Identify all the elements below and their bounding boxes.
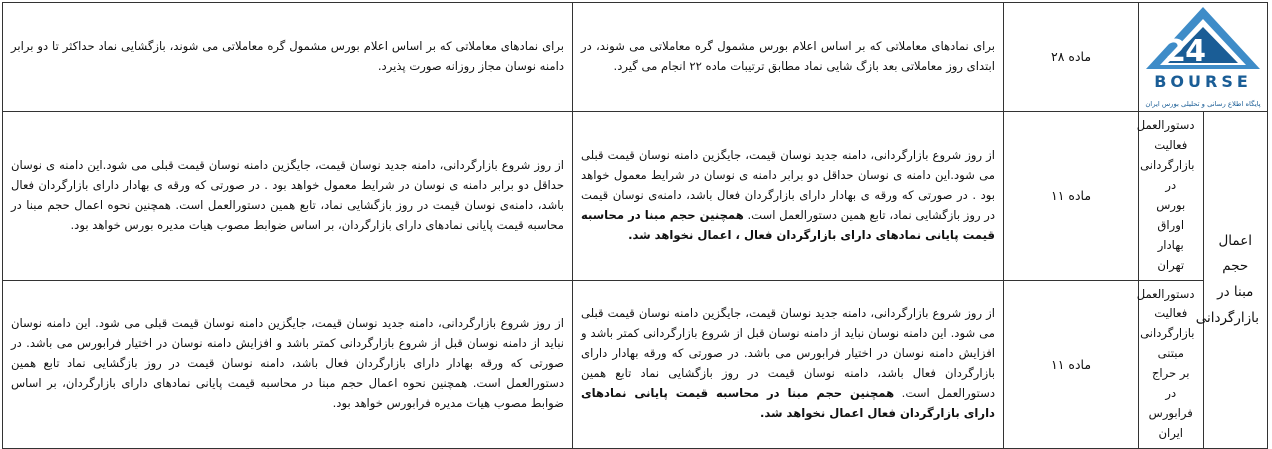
- logo-cell: [1139, 3, 1268, 112]
- instruction-cell: [1136, 112, 1204, 281]
- old-text-bold: همچنین حجم مبنا در محاسبه قیمت پایانی نمادهای دارای بازارگردان فعال ، اعمال نخواهد شد.: [581, 207, 995, 242]
- logo-wordmark: BOURSE: [1154, 72, 1252, 92]
- logo-subtitle: پایگاه اطلاع رسانی و تحلیلی بورس ایران: [1145, 99, 1261, 108]
- instruction-cell: [1136, 280, 1204, 449]
- bourse-logo: [1139, 3, 1267, 111]
- table-row: [3, 280, 1268, 449]
- category-cell: اعمال حجم مبنا در بازارگردانی: [1203, 112, 1268, 449]
- old-text-bold: همچنین حجم مبنا در محاسبه قیمت پایانی نمادهای دارای بازارگردان فعال اعمال نخواهد شد.: [581, 386, 995, 421]
- article-cell: ماده ۲۸: [1004, 3, 1139, 112]
- instruction-line: دستورالعمل: [1136, 286, 1195, 301]
- instruction-line: بر حراج در فرابورس ایران: [1148, 366, 1193, 441]
- old-text-cell: برای نمادهای معاملاتی که بر اساس اعلام بورس مشمول گره معاملاتی می شوند، در ابتدای روز معاملاتی بعد بازگ شایی نماد مطابق ترتیبات ماده ۲۲ انجام می گیرد.: [573, 3, 1004, 112]
- new-text-cell: از روز شروع بازارگردانی، دامنه جدید نوسان قیمت، جایگزین دامنه نوسان قیمت قبلی می شود. این دامنه نوسان نباید از دامنه نوسان قبل از شروع بازارگردانی کمتر باشد و افزایش دامنه نوسان در اختیار فرابورس می باشد. در صورتی که ورقه بهادار دارای بازارگردان فعال باشد، دامنه نوسان قیمت در روز بازگشایی نماد تابع همین دستورالعمل است. همچنین نحوه اعمال حجم مبنا در محاسبه قیمت پایانی نمادهای دارای بازارگردان، بر اساس ضوابط مصوب هیات مدیره فرابورس خواهد بود.: [3, 280, 573, 449]
- table-row: [3, 112, 1268, 281]
- instruction-line: بورس اوراق بهادار تهران: [1156, 197, 1186, 272]
- new-text-cell: برای نمادهای معاملاتی که بر اساس اعلام بورس مشمول گره معاملاتی می شوند، بازگشایی نماد حداکثر تا دو برابر دامنه نوسان مجاز روزانه صورت پذیرد.: [3, 3, 573, 112]
- table-row: [3, 3, 1268, 112]
- new-text-cell: از روز شروع بازارگردانی، دامنه جدید نوسان قیمت، جایگزین دامنه نوسان قیمت قبلی می شود.این دامنه ی نوسان حداقل دو برابر دامنه ی نوسان در شرایط معمول خواهد بود . در صورتی که ورقه ی بهادار دارای بازارگردان فعال باشد، دامنه‌ی نوسان قیمت در روز بازگشایی نماد، تابع همین دستورالعمل است. همچنین نحوه اعمال حجم مبنا در محاسبه قیمت پایانی نمادهای دارای بازارگردان، بر اساس ضوابط مصوب هیات مدیره بورس خواهد بود.: [3, 112, 573, 281]
- instruction-line: فعالیت بازارگردانی در: [1140, 137, 1195, 192]
- old-text-cell: [573, 280, 1004, 449]
- old-text: از روز شروع بازارگردانی، دامنه جدید نوسان قیمت، جایگزین دامنه نوسان قیمت قبلی می شود. این دامنه نوسان نباید از دامنه نوسان قبل از شروع بازارگردانی کمتر باشد و افزایش دامنه نوسان در اختیار فرابورس می باشد. در صورتی که ورقه بهادار دارای بازارگردان فعال باشد، دامنه نوسان قیمت در روز بازگشایی نماد تابع همین دستورالعمل است.: [581, 306, 996, 401]
- instruction-line: دستورالعمل: [1136, 118, 1195, 132]
- old-text: از روز شروع بازارگردانی، دامنه جدید نوسان قیمت، جایگزین دامنه نوسان قیمت قبلی می شود.این دامنه ی نوسان حداقل دو برابر دامنه ی نوسان در شرایط معمول خواهد بود . در صورتی که ورقه ی بهادار دارای بازارگردان فعال باشد، دامنه‌ی نوسان قیمت در روز بازگشایی نماد، تابع همین دستورالعمل است.: [581, 147, 996, 222]
- svg-text:4: 4: [1185, 34, 1206, 70]
- bourse-triangle-icon: [1138, 3, 1268, 73]
- article-cell: ماده ۱۱: [1004, 112, 1139, 281]
- instruction-line: فعالیت بازارگردانی مبتنی: [1140, 306, 1195, 361]
- svg-text:2: 2: [1165, 34, 1186, 70]
- old-text-cell: [573, 112, 1004, 281]
- regulation-comparison-table: [2, 2, 1268, 449]
- article-cell: ماده ۱۱: [1004, 280, 1139, 449]
